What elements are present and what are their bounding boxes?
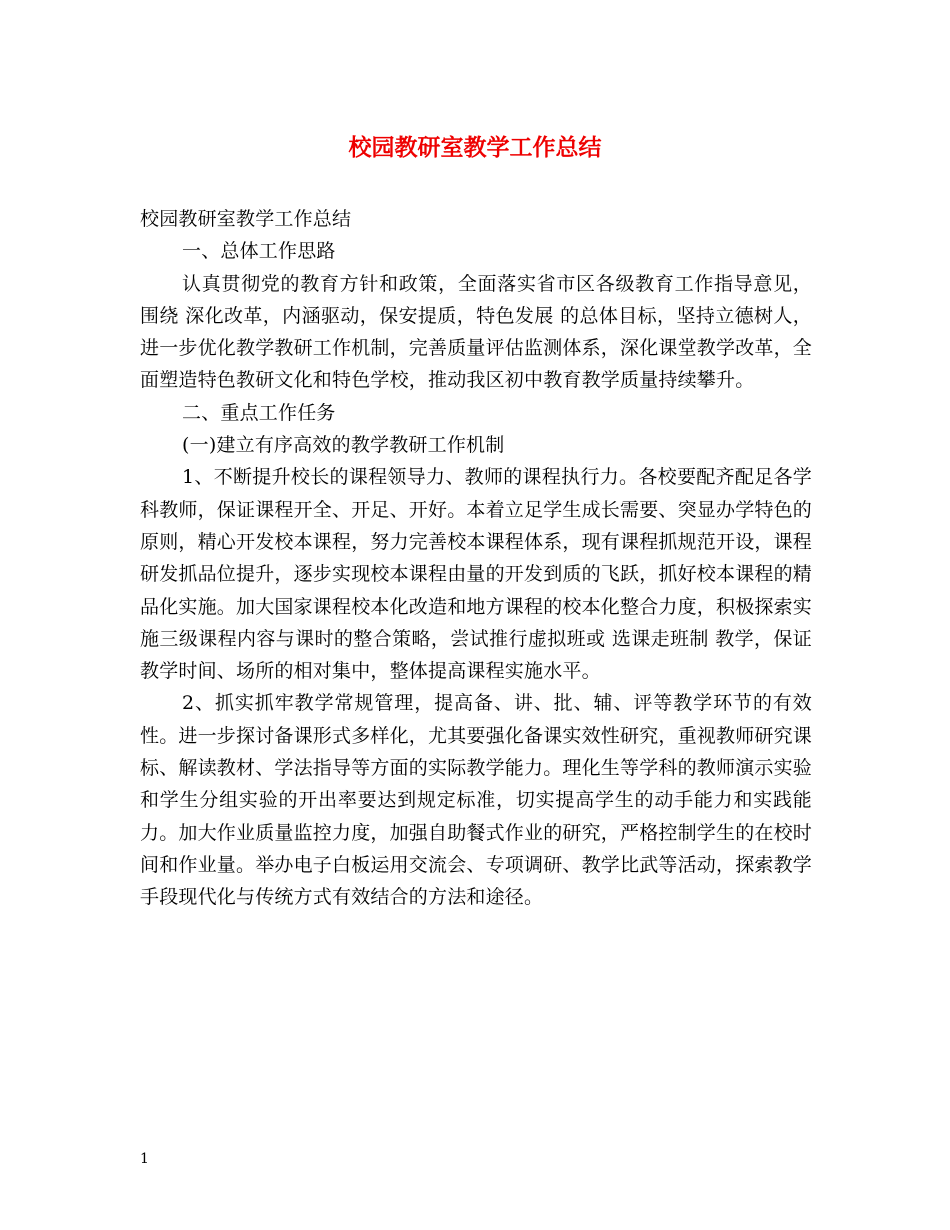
paragraph-item-2: 2、抓实抓牢教学常规管理，提高备、讲、批、辅、评等教学环节的有效性。进一步探讨备课形式多样化，尤其要强化备课实效性研究，重视教师研究课标、解读教材、学法指导等方面的实际教学能力。理化生等学科的教师演示实验和学生分组实验的开出率要达到规定标准，切实提高学生的动手能力和实践能力。加大作业质量监控力度，加强自助餐式作业的研究，严格控制学生的在校时间和作业量。举办电子白板运用交流会、专项调研、教学比武等活动，探索教学手段现代化与传统方式有效结合的方法和途径。 (140, 692, 813, 909)
body-text (140, 203, 812, 914)
subsection-heading-1: (一)建立有序高效的教学教研工作机制 (182, 434, 505, 457)
section-heading-2: 二、重点工作任务 (182, 401, 336, 424)
doc-heading-line: 校园教研室教学工作总结 (140, 208, 352, 230)
paragraph-item-1: 1、不断提升校长的课程领导力、教师的课程执行力。各校要配齐配足各学科教师，保证课程开全、开足、开好。本着立足学生成长需要、突显办学特色的原则，精心开发校本课程，努力完善校本课程体系，现有课程抓规范开设，课程研发抓品位提升，逐步实现校本课程由量的开发到质的飞跃，抓好校本课程的精品化实施。加大国家课程校本化改造和地方课程的校本化整合力度，积极探索实施三级课程内容与课时的整合策略，尝试推行虚拟班或 选课走班制 教学，保证教学时间、场所的相对集中，整体提高课程实施水平。 (140, 466, 813, 683)
page-number: 1 (140, 1151, 149, 1167)
section-heading-1: 一、总体工作思路 (182, 240, 336, 263)
paragraph-overall-thinking: 认真贯彻党的教育方针和政策，全面落实省市区各级教育工作指导意见，围绕 深化改革，内涵驱动，保安提质，特色发展 的总体目标，坚持立德树人，进一步优化教学教研工作机制，完善质量评估监测体系，深化课堂教学改革，全面塑造特色教研文化和特色学校，推动我区初中教育教学质量持续攀升。 (140, 272, 813, 392)
page-title: 校园教研室教学工作总结 (348, 134, 602, 161)
